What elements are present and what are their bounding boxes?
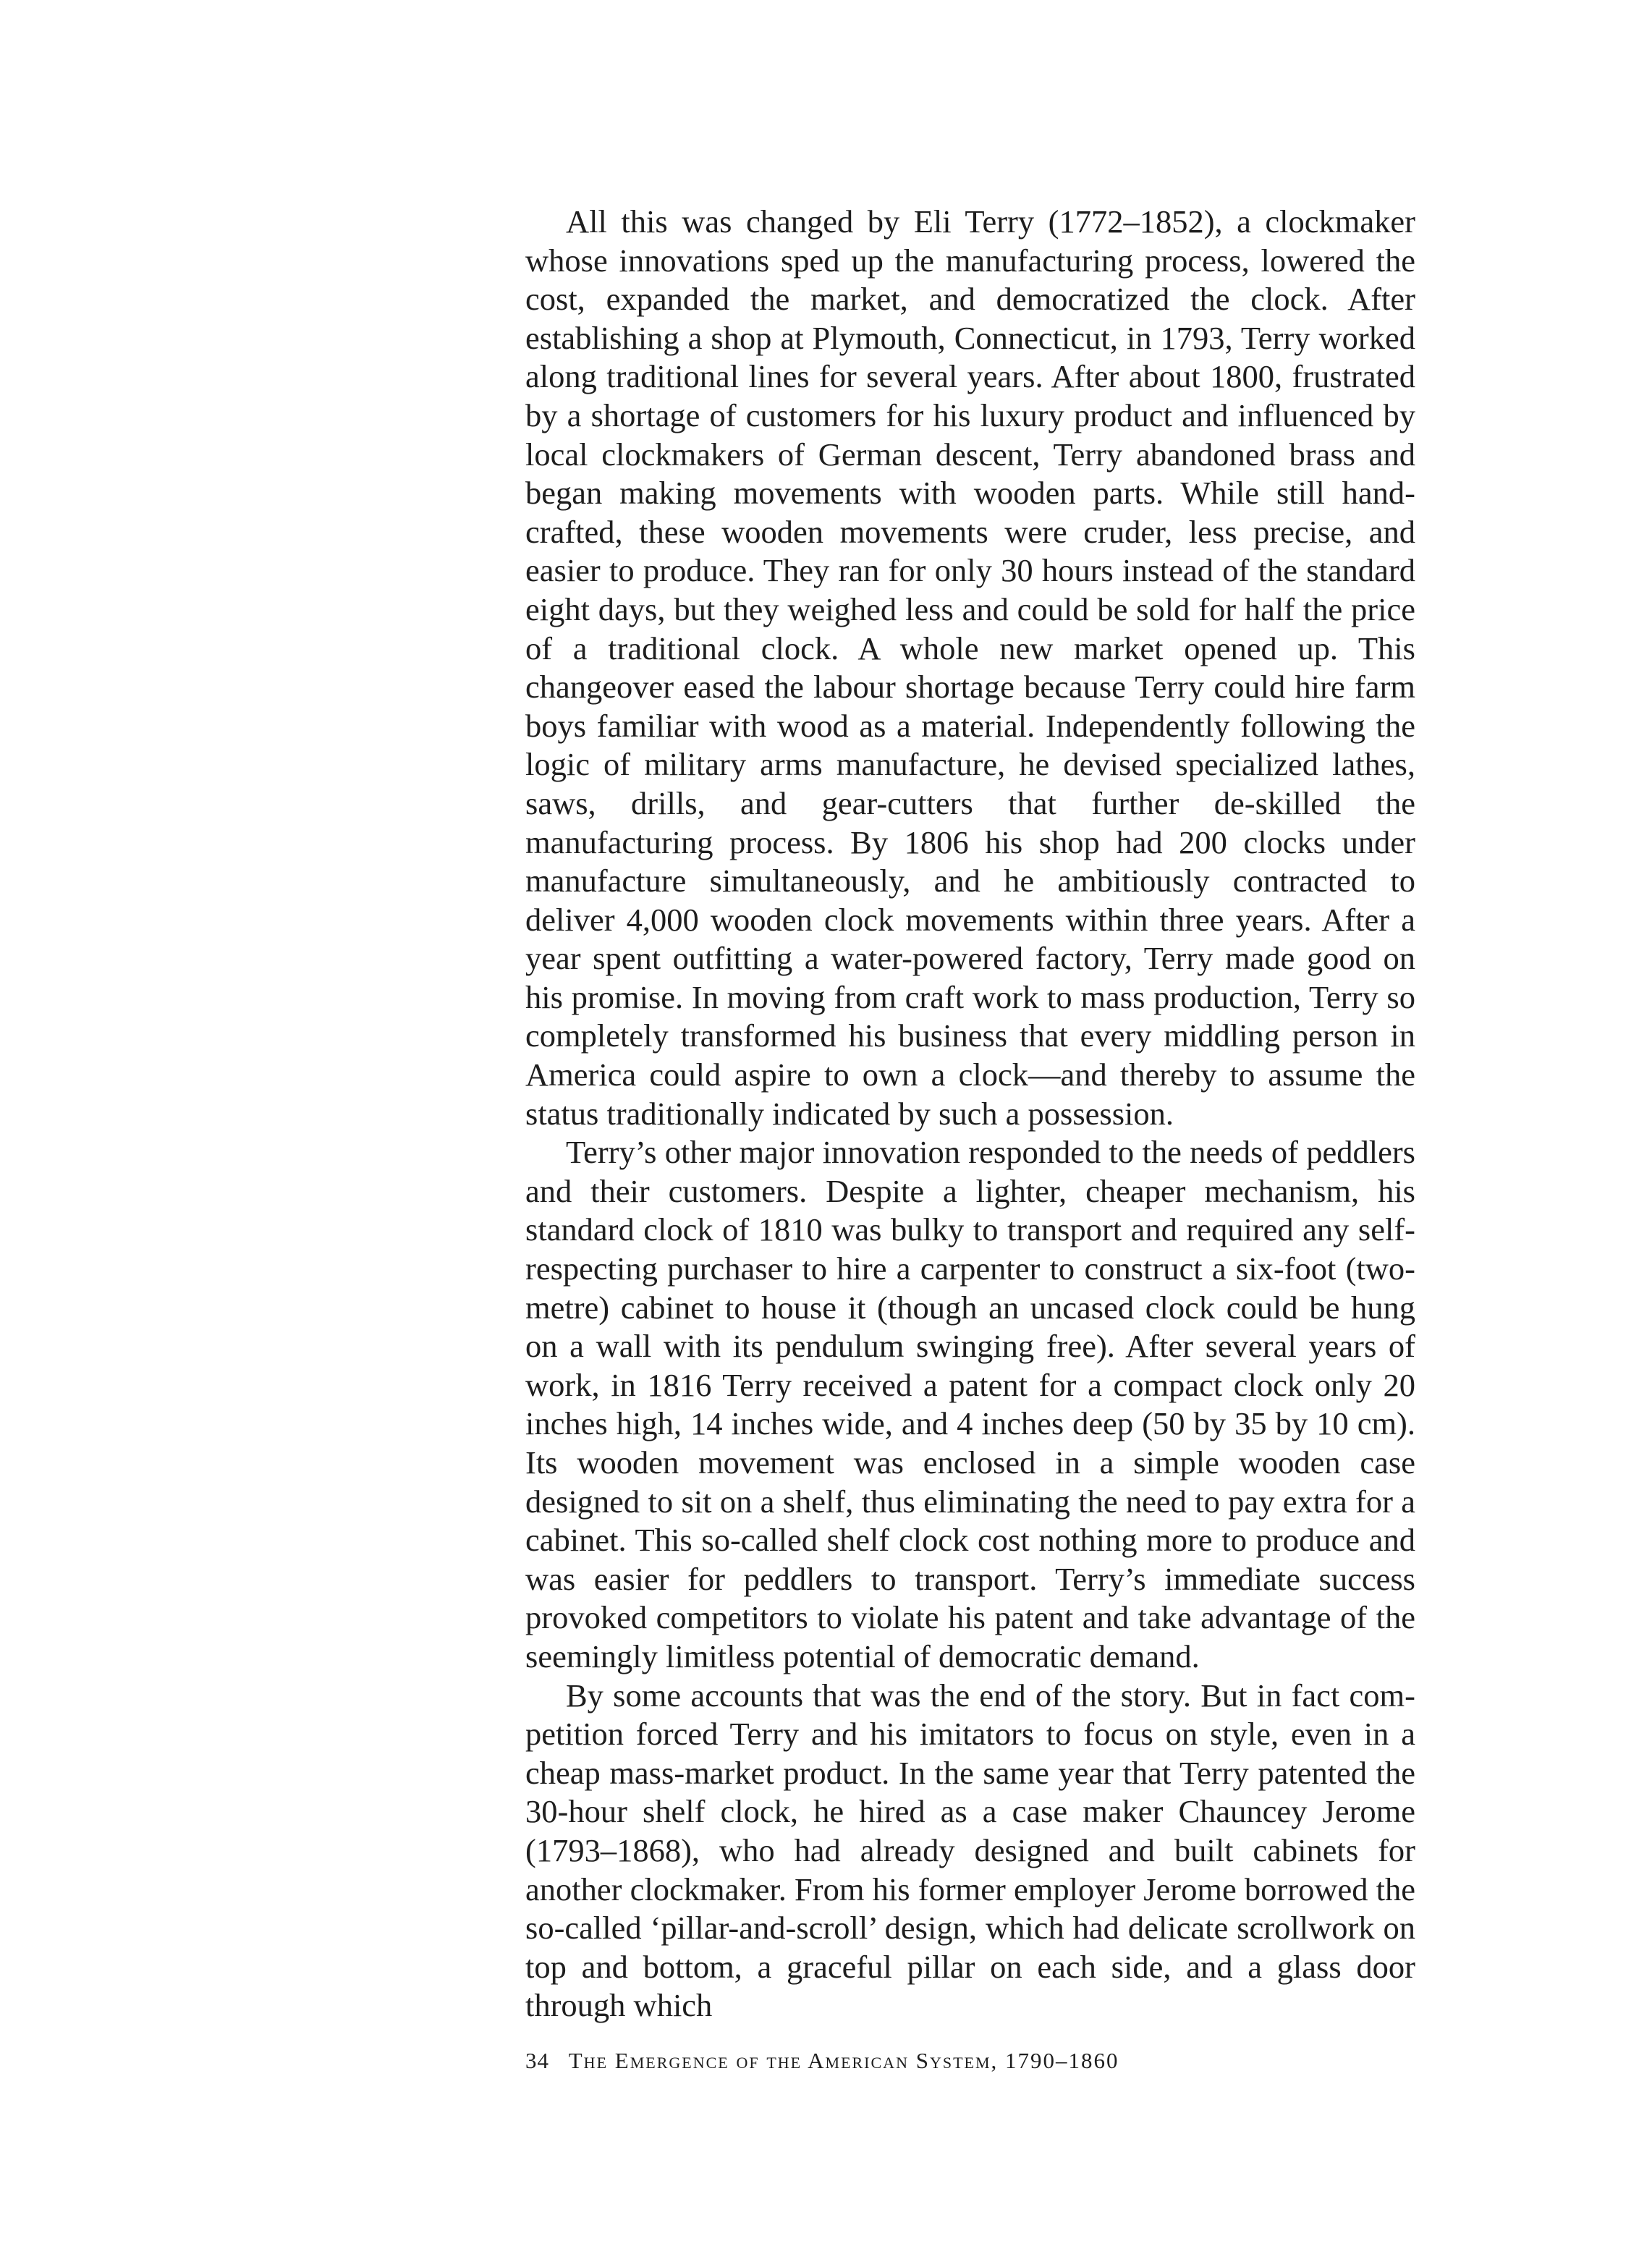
page-footer	[525, 2048, 1119, 2074]
body-text	[525, 203, 1415, 2025]
page-number: 34	[525, 2048, 549, 2073]
paragraph-2: Terry’s other major innovation responded to the needs of peddlers and their customers. Despite a lighter, cheaper mechanism, his standard clock of 1810 was bulky to transport and required any self-respecting purchaser to hire a carpenter to construct a six-foot (two-metre) cabinet to house it (though an uncased clock could be hung on a wall with its pendulum swinging free). After several years of work, in 1816 Terry received a patent for a compact clock only 20 inches high, 14 inches wide, and 4 inches deep (50 by 35 by 10 cm). Its wooden movement was enclosed in a simple wooden case designed to sit on a shelf, thus eliminating the need to pay extra for a cabinet. This so-called shelf clock cost nothing more to produce and was easier for peddlers to transport. Terry’s immediate success provoked competitors to violate his patent and take advantage of the seemingly limitless potential of democratic demand.	[525, 1134, 1415, 1674]
paragraph-3: By some accounts that was the end of the story. But in fact competition forced Terry and his imitators to focus on style, even in a cheap mass-market product. In the same year that Terry patented the 30-hour shelf clock, he hired as a case maker Chauncey Jerome (1793–1868), who had already designed and built cabinets for another clockmaker. From his former employer Jerome borrowed the so-called ‘pillar-and-scroll’ design, which had delicate scrollwork on top and bottom, a graceful pillar on each side, and a glass door through which	[525, 1677, 1415, 2024]
running-head: The Emergence of the American System, 1790–1860	[568, 2048, 1119, 2073]
paragraph-1: All this was changed by Eli Terry (1772–1852), a clockmaker whose innovations sped up the manufacturing process, lowered the cost, expanded the market, and democratized the clock. After establishing a shop at Plymouth, Connecticut, in 1793, Terry worked along traditional lines for several years. After about 1800, frustrated by a shortage of customers for his luxury product and influenced by local clockmakers of German descent, Terry abandoned brass and began making movements with wooden parts. While still hand-crafted, these wooden movements were cruder, less precise, and easier to produce. They ran for only 30 hours instead of the standard eight days, but they weighed less and could be sold for half the price of a traditional clock. A whole new market opened up. This changeover eased the labour shortage because Terry could hire farm boys familiar with wood as a material. Independently following the logic of military arms manufacture, he devised specialized lathes, saws, drills, and gear-cutters that further de-skilled the manufacturing process. By 1806 his shop had 200 clocks under manufacture simultaneously, and he ambitiously contracted to deliver 4,000 wooden clock movements within three years. After a year spent outfitting a water-powered factory, Terry made good on his promise. In moving from craft work to mass production, Terry so completely transformed his business that every middling person in America could aspire to own a clock—and thereby to assume the status traditionally indicated by such a possession.	[525, 203, 1415, 1132]
